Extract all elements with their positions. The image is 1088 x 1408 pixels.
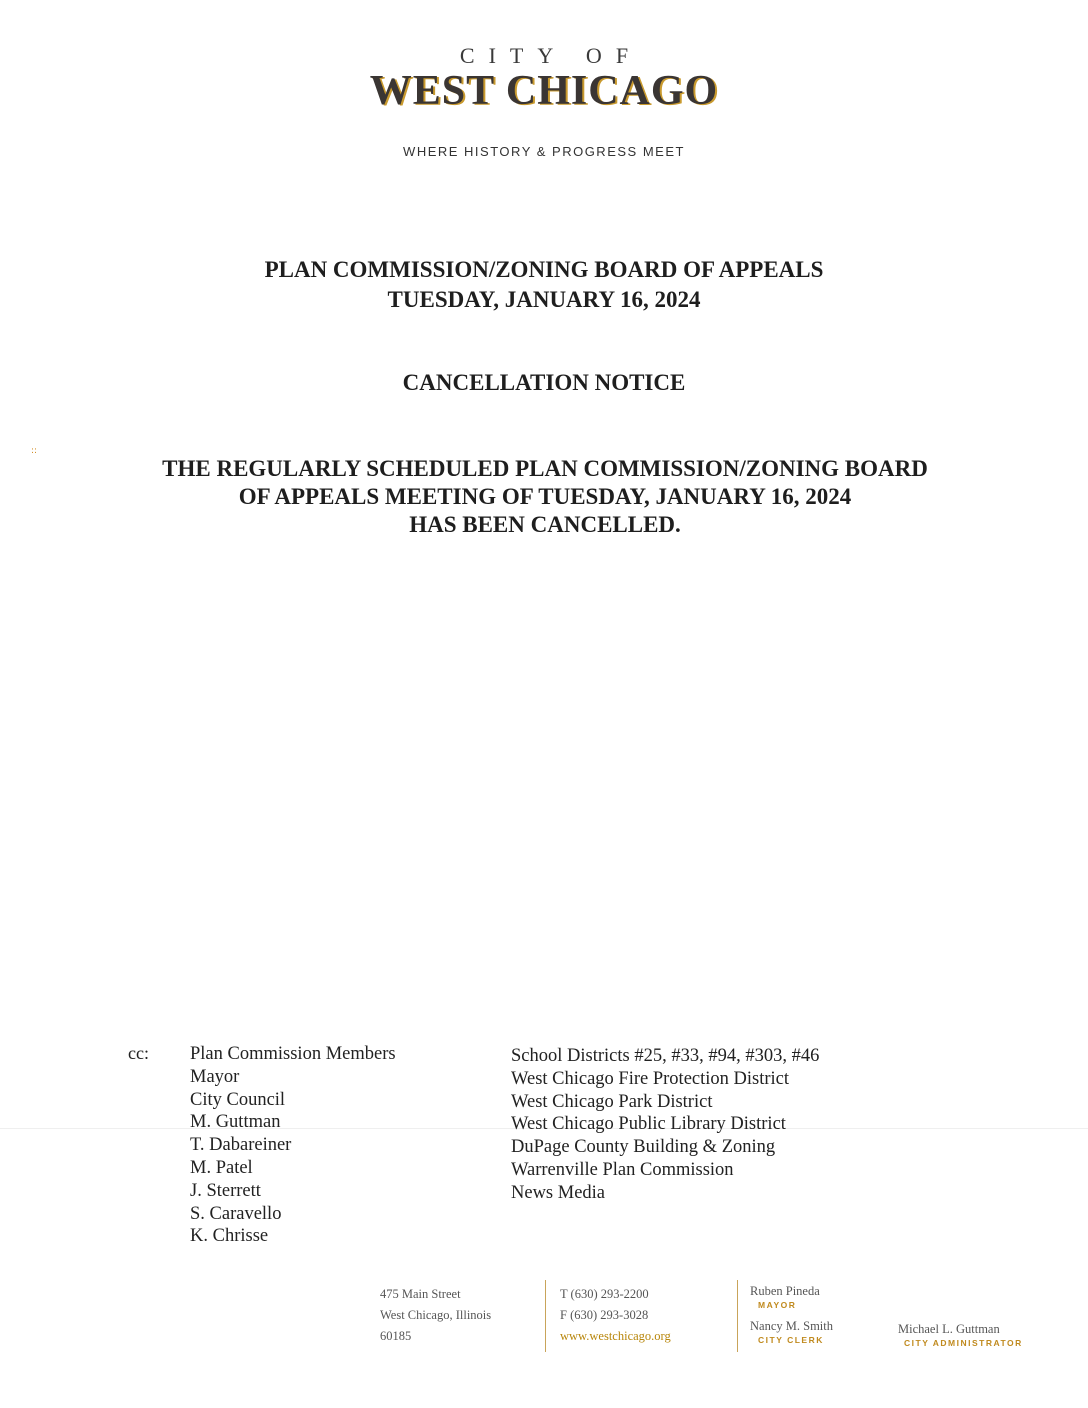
meeting-heading bbox=[0, 255, 1088, 315]
cancellation-statement bbox=[40, 455, 1050, 539]
cc-label: cc: bbox=[128, 1043, 149, 1063]
phone-number: T (630) 293-2200 bbox=[560, 1287, 649, 1301]
cc-recipient: T. Dabareiner bbox=[190, 1135, 292, 1156]
footer-contact bbox=[560, 1284, 671, 1347]
cc-recipient: M. Patel bbox=[190, 1157, 253, 1178]
official-title: MAYOR bbox=[758, 1300, 797, 1310]
footer-divider bbox=[545, 1280, 546, 1352]
notice-title: CANCELLATION NOTICE bbox=[402, 370, 686, 395]
footer-address bbox=[380, 1284, 491, 1347]
footer-divider bbox=[737, 1280, 738, 1352]
cancellation-line-1: THE REGULARLY SCHEDULED PLAN COMMISSION/ZONING BOARD bbox=[162, 456, 928, 481]
official-title: CITY ADMINISTRATOR bbox=[904, 1338, 1023, 1348]
website-link[interactable]: www.westchicago.org bbox=[560, 1329, 671, 1343]
official-mayor bbox=[750, 1284, 833, 1311]
cc-recipients-list-1 bbox=[190, 1043, 396, 1248]
official-name: Nancy M. Smith bbox=[750, 1319, 833, 1333]
cancellation-line-3: HAS BEEN CANCELLED. bbox=[409, 512, 681, 537]
cc-recipient: News Media bbox=[511, 1182, 606, 1203]
cc-recipient: City Council bbox=[190, 1089, 286, 1110]
footer-officials bbox=[750, 1284, 833, 1354]
city-of-text: CITY OF bbox=[459, 43, 643, 68]
letterhead bbox=[0, 44, 1088, 159]
official-name: Ruben Pineda bbox=[750, 1284, 820, 1298]
cc-recipient: Warrenville Plan Commission bbox=[511, 1159, 734, 1180]
cc-recipient: West Chicago Fire Protection District bbox=[511, 1068, 790, 1089]
cc-recipient: S. Caravello bbox=[190, 1203, 282, 1224]
official-clerk bbox=[750, 1319, 833, 1346]
cc-recipient: Plan Commission Members bbox=[190, 1044, 396, 1064]
cc-recipients-list-2 bbox=[511, 1045, 819, 1205]
meeting-body-title: PLAN COMMISSION/ZONING BOARD OF APPEALS bbox=[264, 257, 824, 282]
cc-recipient: West Chicago Park District bbox=[511, 1091, 713, 1112]
official-title: CITY CLERK bbox=[758, 1335, 824, 1345]
official-administrator bbox=[898, 1322, 1023, 1349]
cc-recipient: DuPage County Building & Zoning bbox=[511, 1137, 776, 1158]
cc-recipient: School Districts #25, #33, #94, #303, #46 bbox=[511, 1046, 820, 1066]
cancellation-line-2: OF APPEALS MEETING OF TUESDAY, JANUARY 16, 2024 bbox=[238, 484, 852, 509]
city-logo-wordmark: WEST CHICAGO bbox=[369, 68, 719, 114]
city-tagline: WHERE HISTORY & PROGRESS MEET bbox=[403, 144, 685, 159]
cc-recipient: Mayor bbox=[190, 1066, 240, 1087]
address-city: West Chicago, Illinois bbox=[380, 1308, 492, 1322]
cc-recipient: K. Chrisse bbox=[190, 1226, 269, 1247]
fax-number: F (630) 293-3028 bbox=[560, 1308, 649, 1322]
address-street: 475 Main Street bbox=[380, 1287, 461, 1301]
scan-mark: :: bbox=[31, 446, 38, 456]
official-name: Michael L. Guttman bbox=[898, 1322, 1000, 1336]
meeting-date: TUESDAY, JANUARY 16, 2024 bbox=[387, 287, 701, 312]
cc-recipient: West Chicago Public Library District bbox=[511, 1114, 786, 1135]
cc-recipient: J. Sterrett bbox=[190, 1180, 261, 1201]
cc-recipient: M. Guttman bbox=[190, 1112, 281, 1133]
address-zip: 60185 bbox=[380, 1329, 412, 1343]
